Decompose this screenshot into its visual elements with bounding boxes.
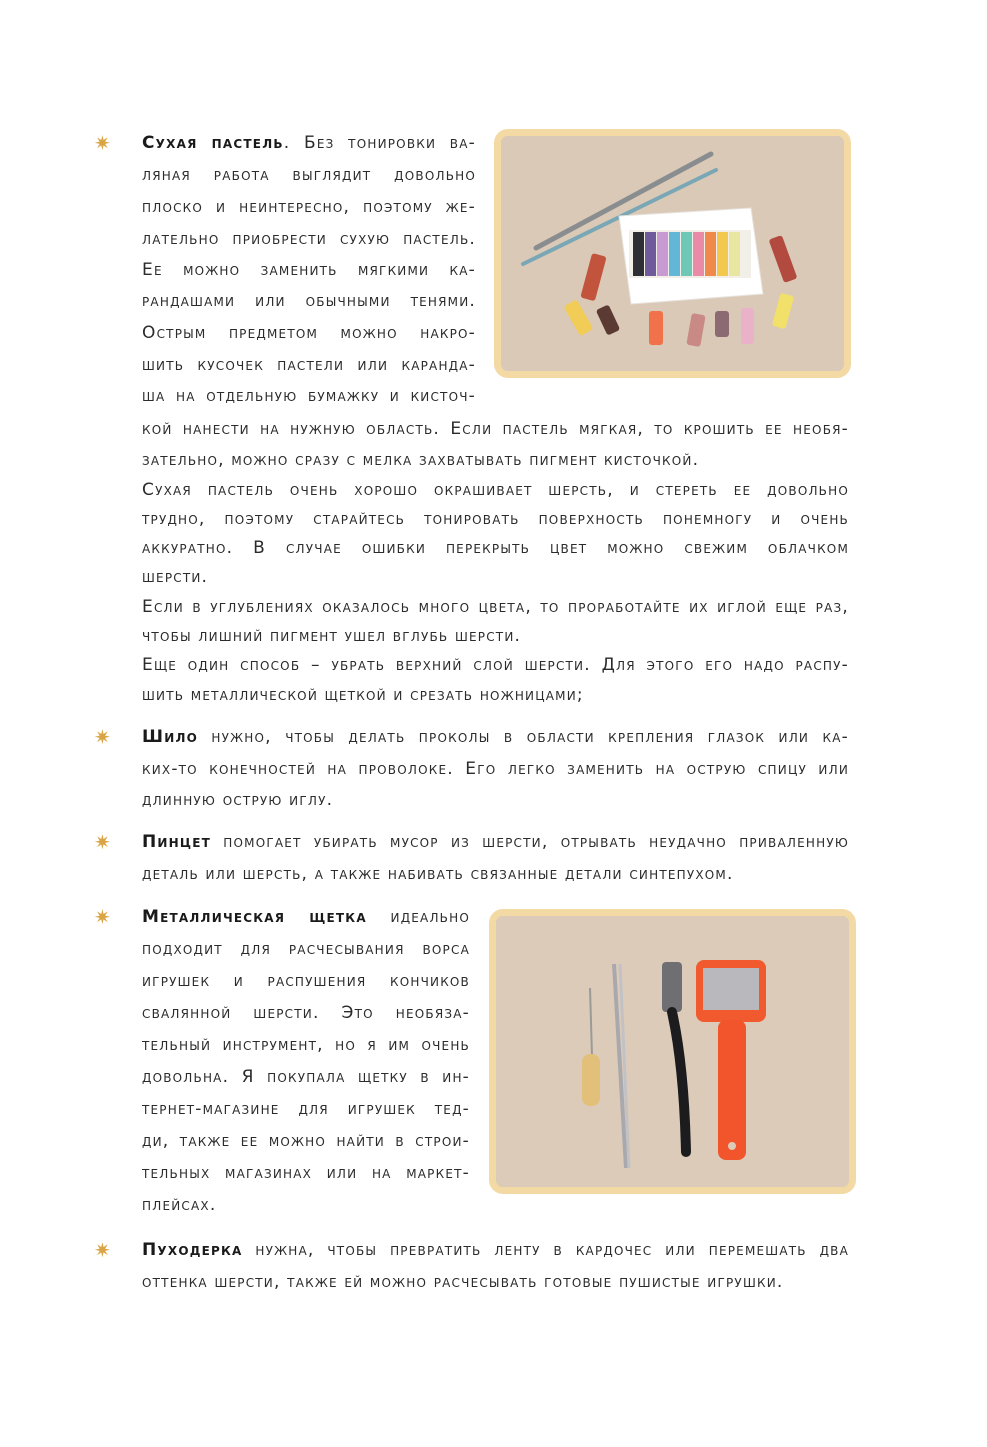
pastel-line-5: Ее можно заменить мягкими ка- <box>142 260 476 280</box>
pastel-line-17: чтобы лишний пигмент ушел вглубь шерсти. <box>142 626 522 646</box>
pastel-line-1: Сухая пастель. Без тонировки ва- <box>142 133 476 153</box>
awl-line-1: Шило нужно, чтобы делать проколы в области крепления глазок или ка- <box>142 727 849 747</box>
pastel-line-2: ляная работа выглядит довольно <box>142 165 476 185</box>
pastel-line-7: Острым предметом можно накро- <box>142 323 476 343</box>
bullet-icon: ✷ <box>94 131 111 155</box>
tools-photo <box>489 909 856 1194</box>
awl-line-3: длинную острую иглу. <box>142 790 334 810</box>
brush-line-3: игрушек и распушения кончиков <box>142 971 470 991</box>
pastel-line-10: кой нанести на нужную область. Если пастель мягкая, то крошить ее необя- <box>142 419 849 439</box>
pastel-line-8: шить кусочек пастели или каранда- <box>142 355 476 375</box>
tweezers-line-2: деталь или шерсть, а также набивать связанные детали синтепухом. <box>142 864 734 884</box>
carder-term: Пуходерка <box>142 1240 243 1260</box>
bullet-icon: ✷ <box>94 905 111 929</box>
pastel-line-4: лательно приобрести сухую пастель. <box>142 229 476 249</box>
brush-line-7: тернет-магазине для игрушек тед- <box>142 1099 470 1119</box>
pastel-photo <box>494 129 851 378</box>
brush-line-9: тельных магазинах или на маркет- <box>142 1163 470 1183</box>
pastel-line-15: шерсти. <box>142 567 209 587</box>
brush-line-4: свалянной шерсти. Это необяза- <box>142 1003 470 1023</box>
bullet-icon: ✷ <box>94 1238 111 1262</box>
tools-illustration <box>496 916 849 1187</box>
pastel-line-11: зательно, можно сразу с мелка захватывать пигмент кисточкой. <box>142 450 700 470</box>
carder-line-1: Пуходерка нужна, чтобы превратить ленту в кардочес или перемешать два <box>142 1240 849 1260</box>
tweezers-term: Пинцет <box>142 832 212 852</box>
pastel-term: Сухая пастель <box>142 133 284 153</box>
pastel-line-19: шить металлической щеткой и срезать ножницами; <box>142 685 584 705</box>
brush-line-8: ди, также ее можно найти в строи- <box>142 1131 470 1151</box>
pastel-line-16: Если в углублениях оказалось много цвета, то проработайте их иглой еще раз, <box>142 597 849 617</box>
tweezers-line-1: Пинцет помогает убирать мусор из шерсти, отрывать неудачно приваленную <box>142 832 849 852</box>
bullet-icon: ✷ <box>94 725 111 749</box>
brush-line-6: довольна. Я покупала щетку в ин- <box>142 1067 470 1087</box>
bullet-icon: ✷ <box>94 830 111 854</box>
awl-term: Шило <box>142 727 199 747</box>
brush-term: Металлическая щетка <box>142 907 367 927</box>
carder-line-2: оттенка шерсти, также ей можно расчесывать готовые пушистые игрушки. <box>142 1272 784 1292</box>
pastel-line-14: аккуратно. В случае ошибки перекрыть цвет можно свежим облачком <box>142 538 849 558</box>
pastel-line-6: рандашами или обычными тенями. <box>142 291 476 311</box>
brush-line-2: подходит для расчесывания ворса <box>142 939 470 959</box>
brush-line-10: плейсах. <box>142 1195 217 1215</box>
pastel-illustration <box>501 136 844 371</box>
brush-line-1: Металлическая щетка идеально <box>142 907 470 927</box>
pastel-line-9: ша на отдельную бумажку и кисточ- <box>142 386 476 406</box>
awl-line-2: ких-то конечностей на проволоке. Его легко заменить на острую спицу или <box>142 759 849 779</box>
pastel-line-18: Еще один способ – убрать верхний слой шерсти. Для этого его надо распу- <box>142 655 849 675</box>
pastel-line-13: трудно, поэтому старайтесь тонировать поверхность понемногу и очень <box>142 509 849 529</box>
pastel-line-3: плоско и неинтересно, поэтому же- <box>142 197 476 217</box>
pastel-line-12: Сухая пастель очень хорошо окрашивает шерсть, и стереть ее довольно <box>142 480 849 500</box>
brush-line-5: тельный инструмент, но я им очень <box>142 1035 470 1055</box>
